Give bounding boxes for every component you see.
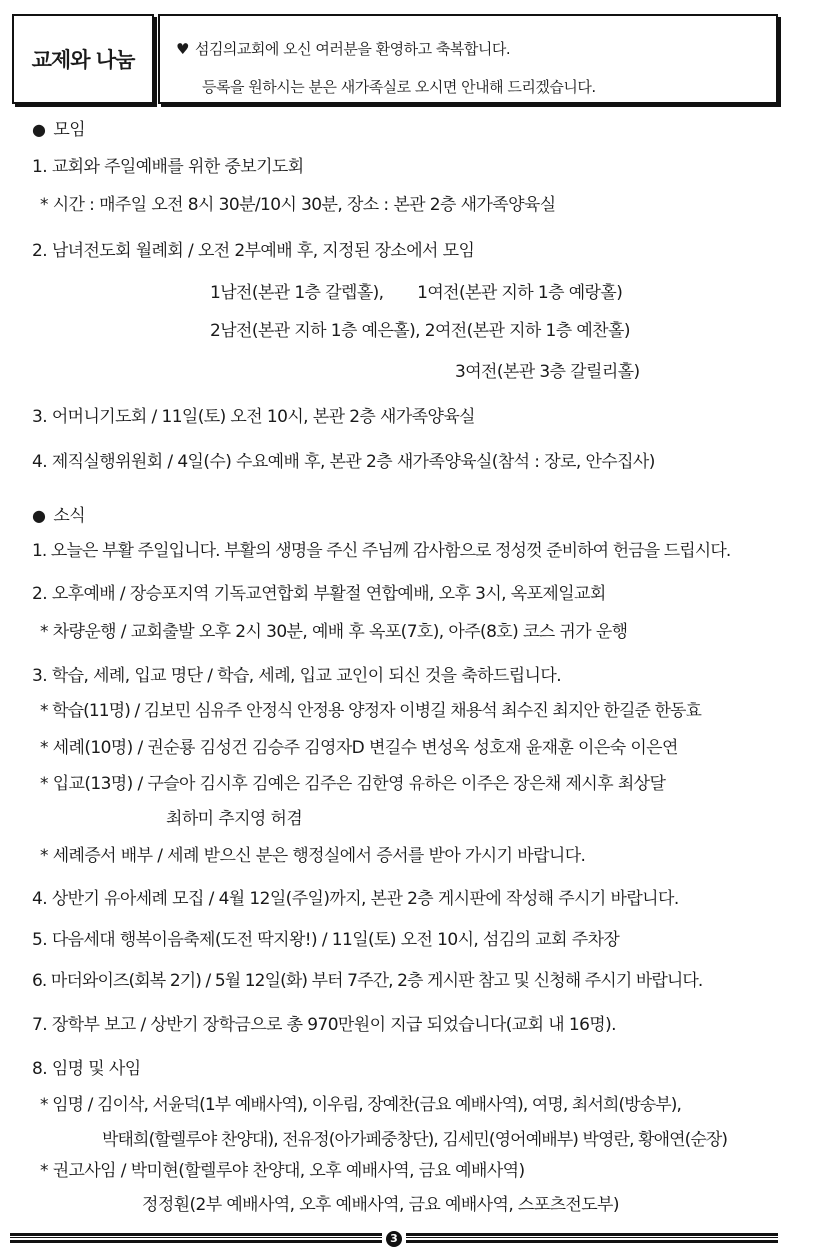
news-item: 3. 학습, 세례, 입교 명단 / 학습, 세례, 입교 교인이 되신 것을 축하드립니다. [32,666,562,686]
news-item: 1. 오늘은 부활 주일입니다. 부활의 생명을 주신 주님께 감사함으로 정성껏 준비하여 헌금을 드립시다. [32,541,731,561]
welcome-text-1: 섬김의교회에 오신 여러분을 환영하고 축복합니다. [194,40,511,58]
news-item: 4. 상반기 유아세례 모집 / 4월 12일(주일)까지, 본관 2층 게시판에 작성해 주시기 바랍니다. [32,889,679,909]
meeting-item: 4. 제직실행위원회 / 4일(수) 수요예배 후, 본관 2층 새가족양육실(참석 : 장로, 안수집사) [32,452,655,472]
footer-rule-left [10,1233,382,1243]
meetings-heading [32,119,85,141]
section-title: 교제와 나눔 [31,48,135,72]
section-title-box [12,14,154,104]
page-number: 3 [386,1231,402,1247]
meeting-item: 2남전(본관 지하 1층 예은홀), 2여전(본관 지하 1층 예찬홀) [210,321,630,341]
news-item: 8. 임명 및 사임 [32,1059,141,1079]
bullet-icon: ● [32,120,46,139]
meeting-item: * 시간 : 매주일 오전 8시 30분/10시 30분, 장소 : 본관 2층 새가족양육실 [40,195,556,215]
news-item: * 입교(13명) / 구슬아 김시후 김예은 김주은 김한영 유하은 이주은 장은채 제시후 최상달 [40,774,666,794]
welcome-line-1 [176,38,510,59]
meeting-item: 1남전(본관 1층 갈렙홀), 1여전(본관 지하 1층 예랑홀) [210,283,623,303]
news-item: 최하미 추지영 허겸 [166,809,303,829]
news-item: 7. 장학부 보고 / 상반기 장학금으로 총 970만원이 지급 되었습니다(교회 내 16명). [32,1015,616,1035]
news-item: * 학습(11명) / 김보민 심유주 안정식 안정용 양정자 이병길 채용석 최수진 최지안 한길준 한동효 [40,701,702,721]
meeting-item: 3여전(본관 3층 갈릴리홀) [455,362,640,382]
news-item: 정정훤(2부 예배사역, 오후 예배사역, 금요 예배사역, 스포츠전도부) [142,1195,619,1215]
meeting-item: 2. 남녀전도회 월례회 / 오전 2부예배 후, 지정된 장소에서 모임 [32,241,475,261]
news-item: 박태희(할렐루야 찬양대), 전유정(아가페중창단), 김세민(영어예배부) 박영란, 황애연(순장) [102,1130,728,1150]
bullet-icon: ● [32,506,46,525]
page-footer [10,1231,778,1247]
news-item: * 차량운행 / 교회출발 오후 2시 30분, 예배 후 옥포(7호), 아주(8호) 코스 귀가 운행 [40,622,628,642]
welcome-box [158,14,778,104]
heart-icon: ♥ [176,40,189,58]
news-item: 2. 오후예배 / 장승포지역 기독교연합회 부활절 연합예배, 오후 3시, 옥포제일교회 [32,584,606,604]
meeting-item: 3. 어머니기도회 / 11일(토) 오전 10시, 본관 2층 새가족양육실 [32,407,475,427]
footer-rule-right [406,1233,778,1243]
news-item: * 임명 / 김이삭, 서윤덕(1부 예배사역), 이우림, 장예찬(금요 예배사역), 여명, 최서희(방송부), [40,1095,682,1115]
news-item: * 세례증서 배부 / 세례 받으신 분은 행정실에서 증서를 받아 가시기 바랍니다. [40,846,586,866]
news-heading [32,505,85,527]
news-heading-text: 소식 [53,506,86,526]
news-item: 5. 다음세대 행복이음축제(도전 딱지왕!) / 11일(토) 오전 10시, 섬김의 교회 주차장 [32,930,620,950]
welcome-line-2: 등록을 원하시는 분은 새가족실로 오시면 안내해 드리겠습니다. [202,78,596,96]
news-item: * 권고사임 / 박미현(할렐루야 찬양대, 오후 예배사역, 금요 예배사역) [40,1161,525,1181]
meeting-item: 1. 교회와 주일예배를 위한 중보기도회 [32,157,304,177]
meetings-heading-text: 모임 [53,120,86,140]
news-item: 6. 마더와이즈(회복 2기) / 5월 12일(화) 부터 7주간, 2층 게시판 참고 및 신청해 주시기 바랍니다. [32,971,703,991]
news-item: * 세례(10명) / 권순룡 김성건 김승주 김영자D 변길수 변성옥 성호재 윤재훈 이은숙 이은연 [40,738,678,758]
